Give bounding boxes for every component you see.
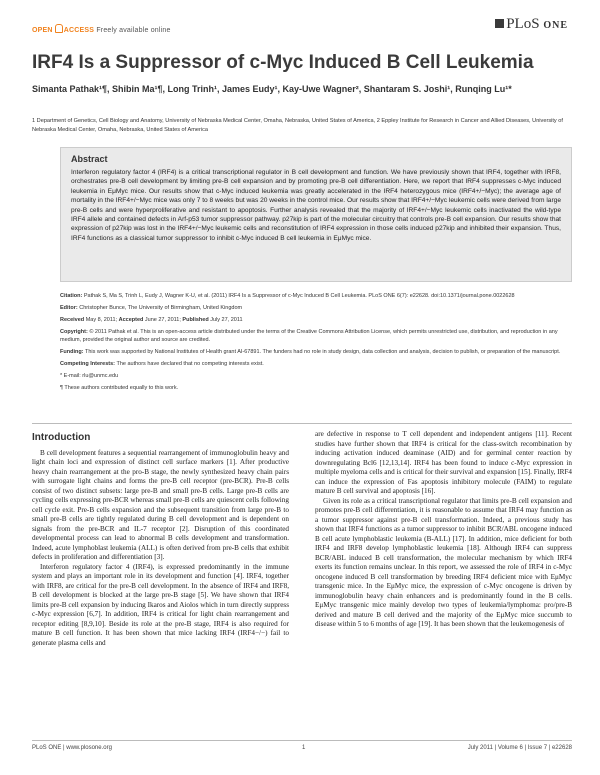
page-header <box>32 16 568 40</box>
access-label: ACCESS <box>63 27 95 34</box>
equal-contribution-note: ¶ These authors contributed equally to this work. <box>60 385 179 391</box>
competing-interests <box>60 360 572 368</box>
citation-text: Pathak S, Ma S, Trinh L, Eudy J, Wagner K-U, et al. (2011) IRF4 Is a Suppressor of c-Myc Induced B Cell Leukemia. PLoS ONE 6(7): e22628. doi:10.1371/journal.pone.0022628 <box>83 293 515 299</box>
published-label: Published <box>182 317 209 323</box>
lock-open-icon <box>55 24 63 33</box>
copyright-text: © 2011 Pathak et al. This is an open-access article distributed under the terms of the Creative Commons Attribution License, which permits unrestricted use, distribution, and reproduction in any medium, provided the original author and source are credited. <box>60 329 558 343</box>
body-paragraph: Given its role as a critical transcriptional regulator that limits pre-B cell expansion and promotes pre-B cell differentiation, it is reasonable to assume that IRF4 may function as a tumor suppressor against pre-B cell transformation. Indeed, a previous study has shown that IRF4 functions as a tumor suppressor to inhibit BCR/ABL oncogene induced B cell acute lymphoblastic leukemia (B-ALL) [17]. In addition, mice deficient for both IRF4 and IRF8 develop lymphoblastic leukemia [18]. Although IRF4 can suppress BCR/ABL induced B cell transformation, the molecular mechanism by which IRF4 exerts its function remains unclear. In this report, we assessed the role of IRF4 in c-Myc oncogene induced B cell transformation by breeding IRF4 deficient mice with EμMyc transgenic mice. In the EμMyc mice, the expression of c-Myc oncogene is driven by immunoglobulin heavy chain enhancers and is predominantly found in the B cells. EμMyc transgenic mice mainly develop two types of leukemia/lymphoma: pro/pre-B derived and mature B cell derived and the majority of the EμMyc mice succumb to disease within 5 to 6 months of age [19]. It has been shown that the leukemogenesis of <box>315 496 572 628</box>
logo-plos: PLoS <box>506 16 540 32</box>
footer-journal: PLoS ONE | www.plosone.org <box>32 745 112 751</box>
funding-text: This work was supported by National Institutes of Health grant AI-67891. The funders had no role in study design, data collection and analysis, decision to publish, or preparation of the manuscript. <box>84 349 561 355</box>
page-footer <box>32 740 572 751</box>
received-date: May 8, 2011; <box>85 317 118 323</box>
body-paragraph: are defective in response to T cell dependent and independent antigens [11]. Recent studies have further shown that IRF4 is critical for the class-switch recombination by inducing activation induced deaminase (AID) and for germinal center reaction by downregulating Bcl6 [12,13,14]. IRF4 has been found to induce c-Myc expression in multiple myeloma cells and is critical for their survival and expansion [15]. Finally, IRF4 can induce the expression of Fas apoptosis inhibitory molecule (FAIM) to regulate mature B cell survival and apoptosis [16]. <box>315 430 572 495</box>
divider <box>32 423 572 424</box>
abstract-box <box>60 147 572 282</box>
journal-logo <box>495 16 568 33</box>
dates <box>60 316 572 324</box>
article-metadata <box>60 292 572 396</box>
accepted-label: Accepted <box>118 317 144 323</box>
page-number: 1 <box>302 745 306 751</box>
abstract-heading: Abstract <box>71 154 108 164</box>
footer-issue: July 2011 | Volume 6 | Issue 7 | e22628 <box>467 745 572 751</box>
body-column-left <box>32 430 289 648</box>
article-title: IRF4 Is a Suppressor of c-Myc Induced B Cell Leukemia <box>32 52 534 73</box>
copyright-label: Copyright: <box>60 329 88 335</box>
open-label: OPEN <box>32 27 53 34</box>
section-heading-introduction: Introduction <box>32 432 91 443</box>
received-label: Received <box>60 317 85 323</box>
body-column-right <box>315 430 572 630</box>
editor-text: Christopher Bunce, The University of Birmingham, United Kingdom <box>79 305 243 311</box>
body-paragraph: Interferon regulatory factor 4 (IRF4), is expressed predominantly in the immune system and plays an important role in its development and function [4]. IRF4, together with IRF8, are critical for the pre-B cell development. In the absence of IRF4 and IRF8, B cell development is blocked at the large pre-B stage [5]. We have shown that IRF4 limits pre-B cell expansion by inducing Ikaros and Aiolos which in turn directly suppress c-Myc expression [6,7]. In addition, IRF4 is critical for light chain rearrangement and receptor editing [8,9,10]. Beside its role at the pre-B stage, IRF4 is also required for mature B cell function. It has been shown that mice lacking IRF4 (IRF4−/−) fail to generate plasma cells and <box>32 562 289 647</box>
author-list: Simanta Pathak¹¶, Shibin Ma¹¶, Long Trinh¹, James Eudy¹, Kay-Uwe Wagner², Shantaram S. Joshi¹, Runqing Lu¹* <box>32 84 512 94</box>
funding <box>60 348 572 356</box>
accepted-date: June 27, 2011; <box>144 317 181 323</box>
editor <box>60 304 572 312</box>
copyright <box>60 328 572 344</box>
open-access-badge <box>32 24 171 34</box>
freely-available-label: Freely available online <box>96 27 171 34</box>
editor-label: Editor: <box>60 305 78 311</box>
abstract-text: Interferon regulatory factor 4 (IRF4) is a critical transcriptional regulator in B cell development and function. We have previously shown that IRF4, together with IRF8, orchestrates pre-B cell development by limiting pre-B cell expansion and by promoting pre-B cell differentiation. Here, we report that IRF4 suppresses c-Myc induced leukemia in EμMyc mice. Our results show that c-Myc induced leukemia was greatly accelerated in the IRF4 heterozygous mice (IRF4+/−Myc); the average age of mortality in the IRF4+/−Myc mice was only 7 to 8 weeks but was 20 weeks in the control mice. Our results show that IRF4+/−Myc leukemic cells were derived from large pre-B cells and were hyperproliferative and resistant to apoptosis. Further analysis revealed that the majority of IRF4+/−Myc leukemic cells inactivated the wild-type IRF4 allele and contained defects in Arf-p53 tumor suppressor pathway. p27kip is part of the molecular circuitry that controls pre-B cell expansion. Our results show that expression of p27kip was lost in the IRF4+/−Myc leukemic cells and reconstitution of IRF4 expression in those cells induced p27kip and inhibited their expansion. Thus, IRF4 functions as a classical tumor suppressor to inhibit c-Myc induced B cell leukemia in EμMyc mice. <box>71 169 561 242</box>
email: * E-mail: rlu@unmc.edu <box>60 373 119 379</box>
body-paragraph: B cell development features a sequential rearrangement of immunoglobulin heavy and light chain loci and expression of distinct cell surface markers [1]. After productive heavy chain rearrangement at the pro-B stage, the newly synthesized heavy chain pairs with surrogate light chains and forms the pre-B cell receptor (pre-BCR). Pre-B cells consist of two distinct subsets: large pre-B and small pre-B cells. Large pre-B cells are cycling cells expressing pre-BCR whereas small pre-B cells are quiescent cells following cell cycle exit. Pre-B cells expansion and the subsequent transition from large pre-B to small pre-B cells are tightly regulated during B cell development and is dependent on signals from the pre-BCR and IL-7 receptor [2]. Disruption of this coordinated developmental process can lead to abnormal B cells development and transformation. Indeed, acute lymphoblast leukemia (ALL) is often derived from pre-B cells that exhibit defects in proliferation and differentiation [3]. <box>32 448 289 561</box>
logo-one: ONE <box>543 20 568 31</box>
competing-text: The authors have declared that no competing interests exist. <box>116 361 264 367</box>
funding-label: Funding: <box>60 349 84 355</box>
competing-label: Competing Interests: <box>60 361 116 367</box>
citation <box>60 292 572 300</box>
affiliations: 1 Department of Genetics, Cell Biology and Anatomy, University of Nebraska Medical Center, Omaha, Nebraska, United States of America, 2 Eppley Institute for Research in Cancer and Allied Diseases, University of Nebraska Medical Center, Omaha, Nebraska, United States of America <box>32 118 563 133</box>
citation-label: Citation: <box>60 293 83 299</box>
published-date: July 27, 2011 <box>210 317 243 323</box>
logo-square-icon <box>495 19 504 28</box>
